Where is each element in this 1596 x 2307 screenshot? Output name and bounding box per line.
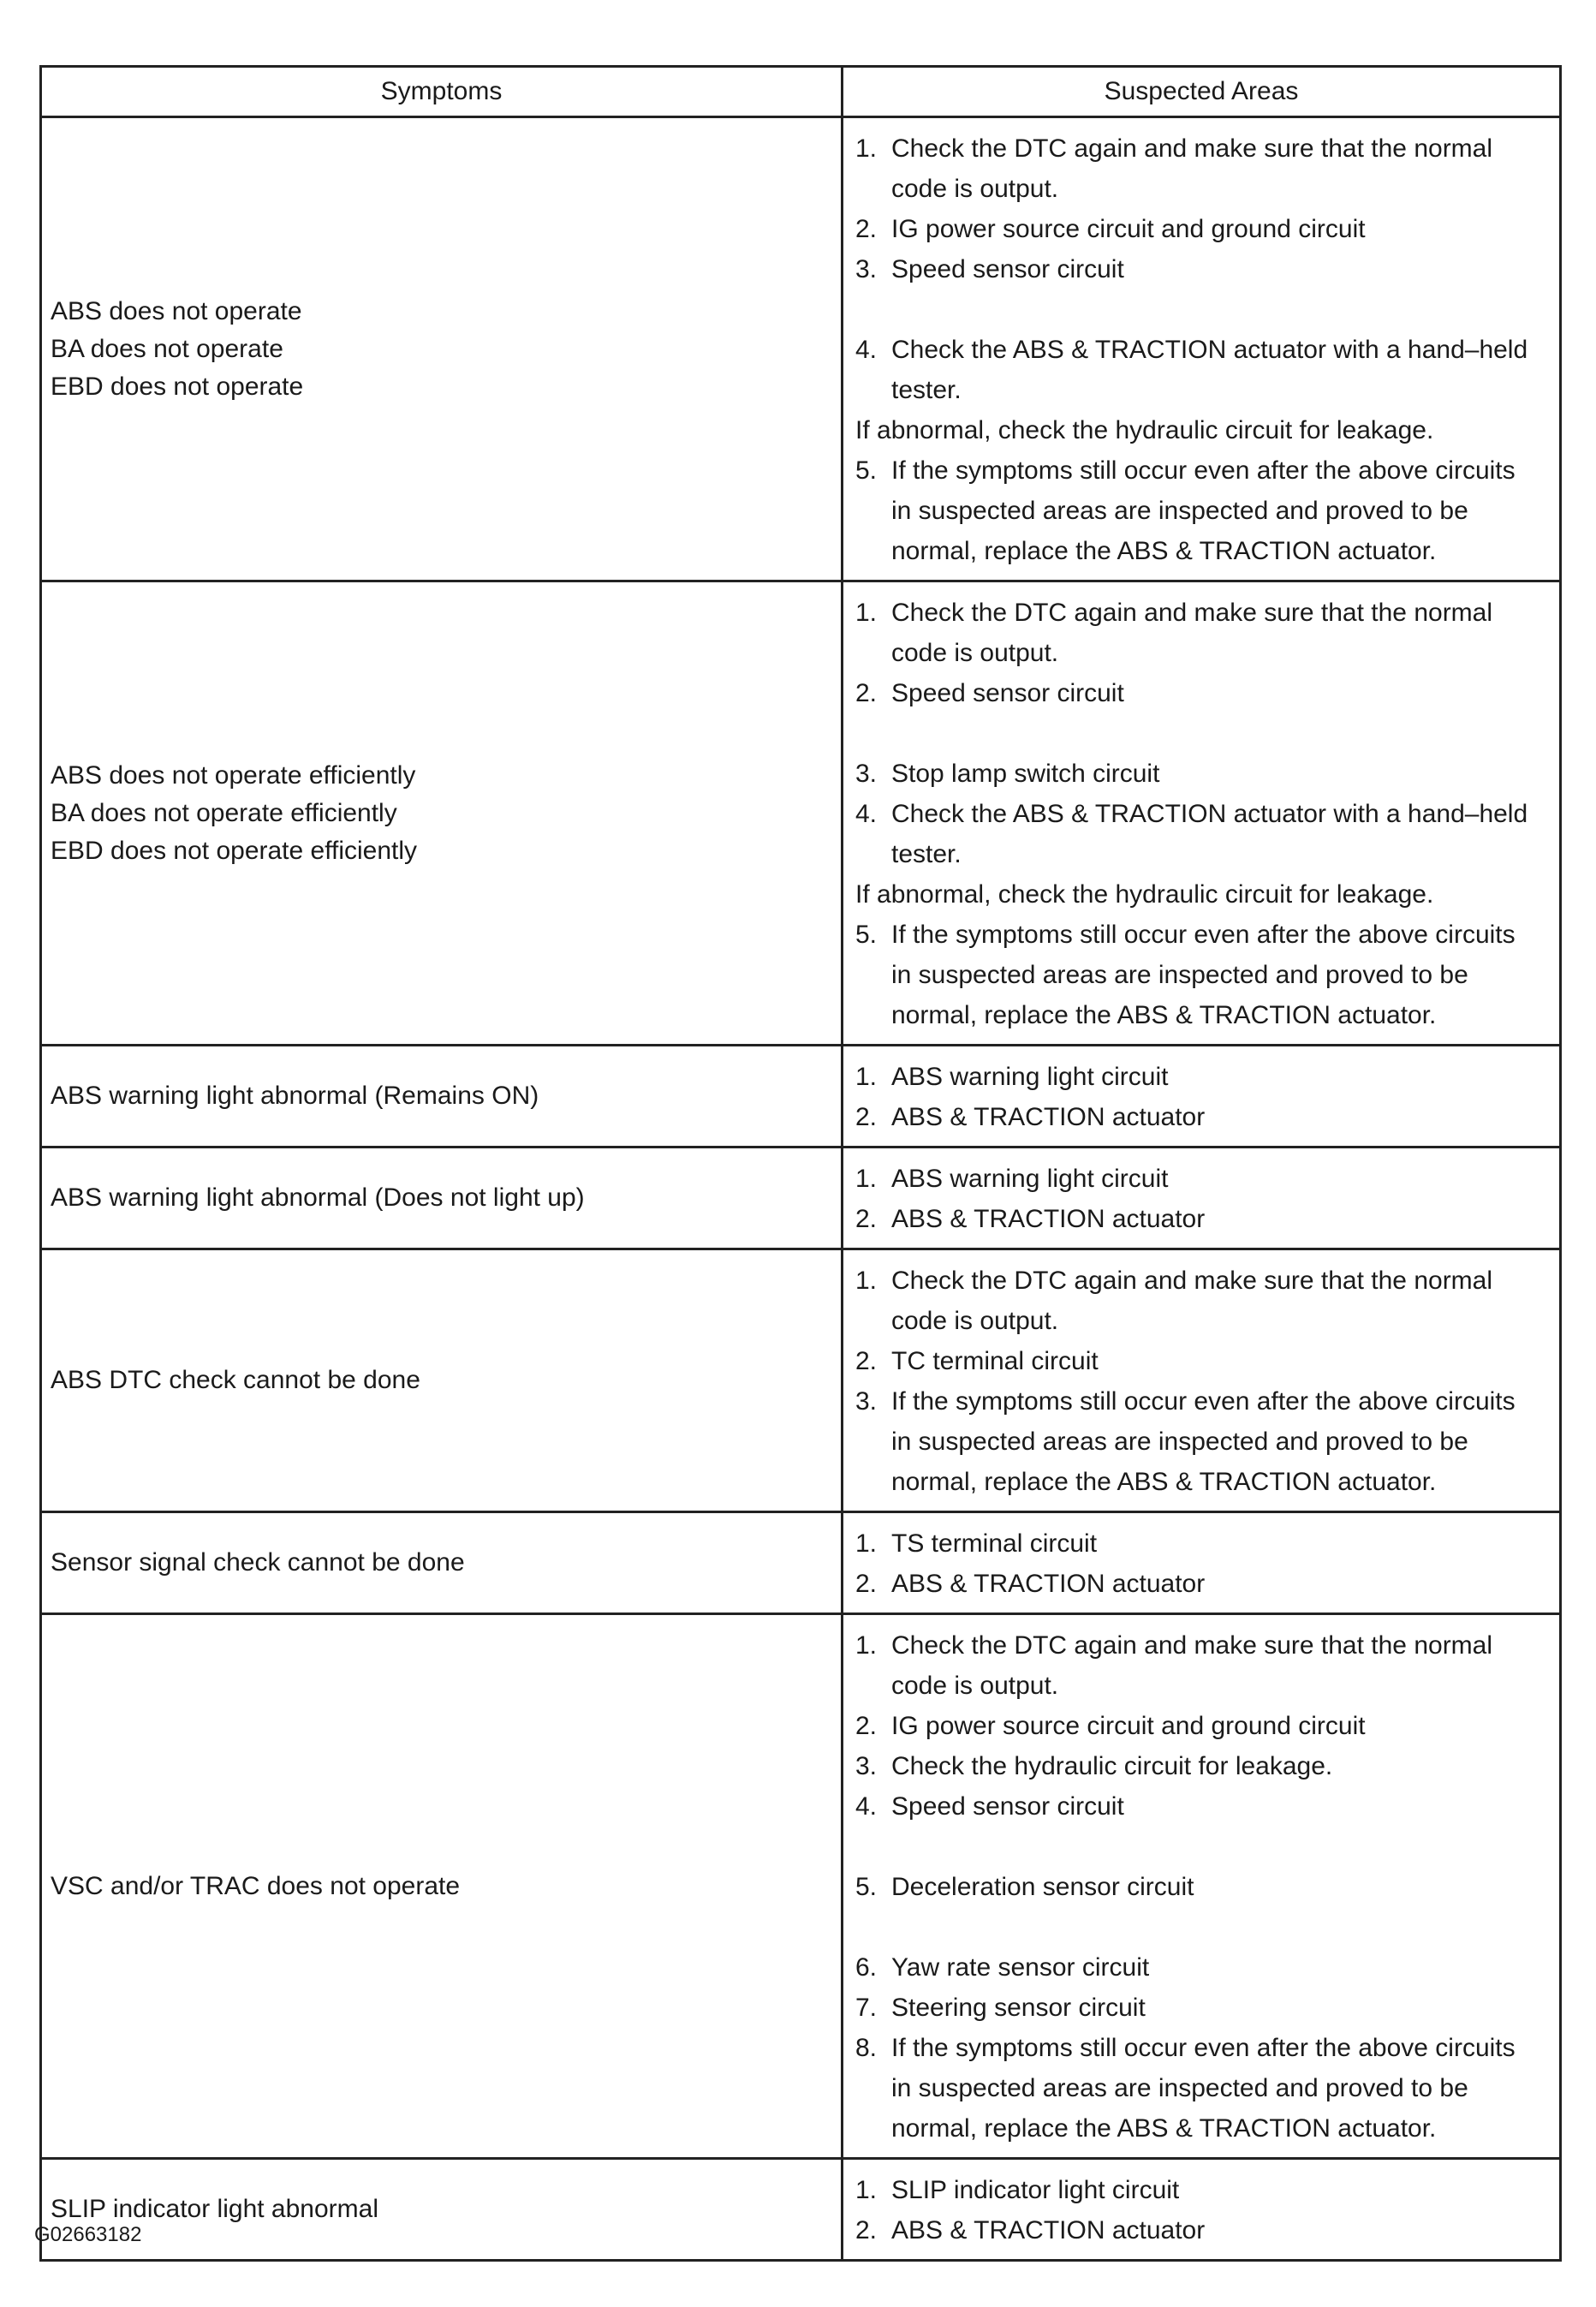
list-item bbox=[855, 1199, 1551, 1239]
item-number: 3. bbox=[855, 760, 878, 788]
list-item bbox=[855, 330, 1551, 370]
list-item bbox=[855, 1057, 1551, 1097]
suspected-areas-cell bbox=[843, 118, 1559, 580]
spacer bbox=[855, 289, 1551, 330]
list-item bbox=[855, 1564, 1551, 1604]
list-item bbox=[855, 1786, 1551, 1827]
item-text: If the symptoms still occur even after the above circuits bbox=[891, 456, 1516, 485]
item-number: 2. bbox=[855, 2216, 878, 2244]
spacer bbox=[855, 1827, 1551, 1867]
diagnosis-table bbox=[39, 65, 1562, 2262]
item-number: 1. bbox=[855, 1267, 878, 1295]
list-item bbox=[855, 593, 1551, 633]
symptom-text: VSC and/or TRAC does not operate bbox=[51, 1871, 461, 1900]
symptom-text: BA does not operate bbox=[51, 334, 283, 363]
item-text: ABS & TRACTION actuator bbox=[891, 1570, 1206, 1598]
symptom-cell bbox=[42, 118, 843, 580]
item-continuation: normal, replace the ABS & TRACTION actuator. bbox=[891, 1001, 1437, 1029]
item-number: 3. bbox=[855, 255, 878, 283]
item-number: 1. bbox=[855, 599, 878, 627]
suspected-areas-cell bbox=[843, 1513, 1559, 1613]
item-text: Check the ABS & TRACTION actuator with a hand–held bbox=[891, 336, 1528, 364]
item-number: 7. bbox=[855, 1994, 878, 2022]
item-continuation: normal, replace the ABS & TRACTION actuator. bbox=[891, 2114, 1437, 2143]
item-continuation: code is output. bbox=[891, 1672, 1059, 1700]
item-number: 8. bbox=[855, 2034, 878, 2062]
item-number: 2. bbox=[855, 1205, 878, 1233]
item-number: 4. bbox=[855, 1792, 878, 1821]
symptom-text: ABS warning light abnormal (Does not light up) bbox=[51, 1183, 585, 1212]
list-item bbox=[855, 2028, 1551, 2068]
list-item bbox=[855, 1523, 1551, 1564]
item-text: ABS & TRACTION actuator bbox=[891, 1205, 1206, 1233]
item-text: Check the DTC again and make sure that the normal bbox=[891, 1267, 1493, 1295]
list-item bbox=[855, 754, 1551, 794]
symptom-text: SLIP indicator light abnormal bbox=[51, 2195, 378, 2223]
item-text: IG power source circuit and ground circuit bbox=[891, 215, 1366, 243]
item-number: 1. bbox=[855, 1631, 878, 1660]
symptom-text: ABS DTC check cannot be done bbox=[51, 1366, 420, 1394]
spacer bbox=[855, 713, 1551, 754]
item-text: If the symptoms still occur even after the above circuits bbox=[891, 1387, 1516, 1416]
list-item bbox=[855, 1381, 1551, 1422]
item-text: Steering sensor circuit bbox=[891, 1994, 1146, 2022]
item-text: Check the ABS & TRACTION actuator with a hand–held bbox=[891, 800, 1528, 828]
item-continuation: code is output. bbox=[891, 175, 1059, 203]
list-item bbox=[855, 1947, 1551, 1988]
table-row bbox=[42, 2157, 1559, 2259]
item-number: 5. bbox=[855, 921, 878, 949]
list-item bbox=[855, 1159, 1551, 1199]
item-text: Speed sensor circuit bbox=[891, 679, 1124, 707]
symptom-cell bbox=[42, 1250, 843, 1511]
list-item bbox=[855, 450, 1551, 491]
symptom-cell bbox=[42, 1046, 843, 1146]
item-text: Deceleration sensor circuit bbox=[891, 1873, 1194, 1901]
suspected-areas-cell bbox=[843, 582, 1559, 1044]
note-text: If abnormal, check the hydraulic circuit for leakage. bbox=[855, 416, 1434, 444]
item-number: 4. bbox=[855, 336, 878, 364]
table-row bbox=[42, 1044, 1559, 1146]
item-continuation: code is output. bbox=[891, 1307, 1059, 1335]
suspected-areas-cell bbox=[843, 1615, 1559, 2157]
item-text: SLIP indicator light circuit bbox=[891, 2176, 1180, 2204]
item-number: 3. bbox=[855, 1752, 878, 1780]
item-text: ABS & TRACTION actuator bbox=[891, 1103, 1206, 1131]
item-number: 1. bbox=[855, 1063, 878, 1091]
item-number: 5. bbox=[855, 1873, 878, 1901]
item-text: Speed sensor circuit bbox=[891, 1792, 1124, 1821]
note-text: If abnormal, check the hydraulic circuit for leakage. bbox=[855, 880, 1434, 909]
symptom-cell bbox=[42, 582, 843, 1044]
list-item bbox=[855, 2210, 1551, 2250]
symptom-cell bbox=[42, 2160, 843, 2259]
symptom-cell bbox=[42, 1615, 843, 2157]
item-text: TS terminal circuit bbox=[891, 1529, 1098, 1558]
symptom-cell bbox=[42, 1148, 843, 1248]
symptom-text: Sensor signal check cannot be done bbox=[51, 1548, 465, 1577]
list-item bbox=[855, 1341, 1551, 1381]
table-row bbox=[42, 580, 1559, 1044]
item-text: Check the DTC again and make sure that the normal bbox=[891, 134, 1493, 163]
suspected-areas-cell bbox=[843, 1148, 1559, 1248]
list-item bbox=[855, 1625, 1551, 1666]
item-continuation: normal, replace the ABS & TRACTION actuator. bbox=[891, 1468, 1437, 1496]
figure-code: G02663182 bbox=[34, 2223, 142, 2246]
item-text: Yaw rate sensor circuit bbox=[891, 1953, 1150, 1982]
symptom-text: ABS does not operate bbox=[51, 296, 302, 325]
item-number: 2. bbox=[855, 1103, 878, 1131]
list-item bbox=[855, 1261, 1551, 1301]
item-text: If the symptoms still occur even after the above circuits bbox=[891, 2034, 1516, 2062]
spacer bbox=[855, 1907, 1551, 1947]
item-continuation: in suspected areas are inspected and proved to be bbox=[891, 497, 1468, 525]
item-continuation: tester. bbox=[891, 840, 962, 868]
item-text: Speed sensor circuit bbox=[891, 255, 1124, 283]
header-suspected-areas: Suspected Areas bbox=[1104, 77, 1299, 105]
item-continuation: in suspected areas are inspected and proved to be bbox=[891, 1428, 1468, 1456]
symptom-text: ABS warning light abnormal (Remains ON) bbox=[51, 1082, 539, 1110]
item-number: 3. bbox=[855, 1387, 878, 1416]
item-text: ABS & TRACTION actuator bbox=[891, 2216, 1206, 2244]
suspected-areas-cell bbox=[843, 2160, 1559, 2259]
list-item bbox=[855, 1867, 1551, 1907]
table-row bbox=[42, 1511, 1559, 1613]
item-text: ABS warning light circuit bbox=[891, 1063, 1169, 1091]
symptom-text: EBD does not operate bbox=[51, 372, 304, 401]
item-number: 1. bbox=[855, 134, 878, 163]
table-row bbox=[42, 1248, 1559, 1511]
list-item bbox=[855, 1988, 1551, 2028]
list-item bbox=[855, 1706, 1551, 1746]
table-row bbox=[42, 1146, 1559, 1248]
item-continuation: in suspected areas are inspected and proved to be bbox=[891, 961, 1468, 989]
item-continuation: in suspected areas are inspected and proved to be bbox=[891, 2074, 1468, 2102]
list-item bbox=[855, 128, 1551, 169]
item-number: 2. bbox=[855, 215, 878, 243]
item-text: IG power source circuit and ground circuit bbox=[891, 1712, 1366, 1740]
item-continuation: code is output. bbox=[891, 639, 1059, 667]
item-number: 2. bbox=[855, 1712, 878, 1740]
list-item bbox=[855, 2170, 1551, 2210]
table-row bbox=[42, 1613, 1559, 2157]
list-item bbox=[855, 1097, 1551, 1137]
item-text: Check the DTC again and make sure that the normal bbox=[891, 1631, 1493, 1660]
list-item bbox=[855, 915, 1551, 955]
item-number: 5. bbox=[855, 456, 878, 485]
list-item bbox=[855, 209, 1551, 249]
suspected-areas-cell bbox=[843, 1046, 1559, 1146]
item-number: 2. bbox=[855, 1570, 878, 1598]
item-number: 6. bbox=[855, 1953, 878, 1982]
item-text: Check the hydraulic circuit for leakage. bbox=[891, 1752, 1333, 1780]
item-text: If the symptoms still occur even after the above circuits bbox=[891, 921, 1516, 949]
symptom-text: BA does not operate efficiently bbox=[51, 798, 397, 827]
suspected-areas-cell bbox=[843, 1250, 1559, 1511]
table-header-row bbox=[42, 68, 1559, 116]
item-number: 1. bbox=[855, 1529, 878, 1558]
header-symptoms: Symptoms bbox=[42, 68, 843, 116]
item-text: Stop lamp switch circuit bbox=[891, 760, 1160, 788]
table-row bbox=[42, 116, 1559, 580]
item-number: 1. bbox=[855, 1165, 878, 1193]
list-item bbox=[855, 249, 1551, 289]
item-number: 4. bbox=[855, 800, 878, 828]
item-continuation: tester. bbox=[891, 376, 962, 404]
item-text: TC terminal circuit bbox=[891, 1347, 1099, 1375]
list-item bbox=[855, 1746, 1551, 1786]
symptom-text: EBD does not operate efficiently bbox=[51, 836, 418, 865]
list-item bbox=[855, 794, 1551, 834]
item-number: 1. bbox=[855, 2176, 878, 2204]
symptom-text: ABS does not operate efficiently bbox=[51, 760, 416, 790]
item-text: Check the DTC again and make sure that the normal bbox=[891, 599, 1493, 627]
symptom-cell bbox=[42, 1513, 843, 1613]
item-text: ABS warning light circuit bbox=[891, 1165, 1169, 1193]
item-number: 2. bbox=[855, 679, 878, 707]
item-number: 2. bbox=[855, 1347, 878, 1375]
list-item bbox=[855, 673, 1551, 713]
item-continuation: normal, replace the ABS & TRACTION actuator. bbox=[891, 537, 1437, 565]
